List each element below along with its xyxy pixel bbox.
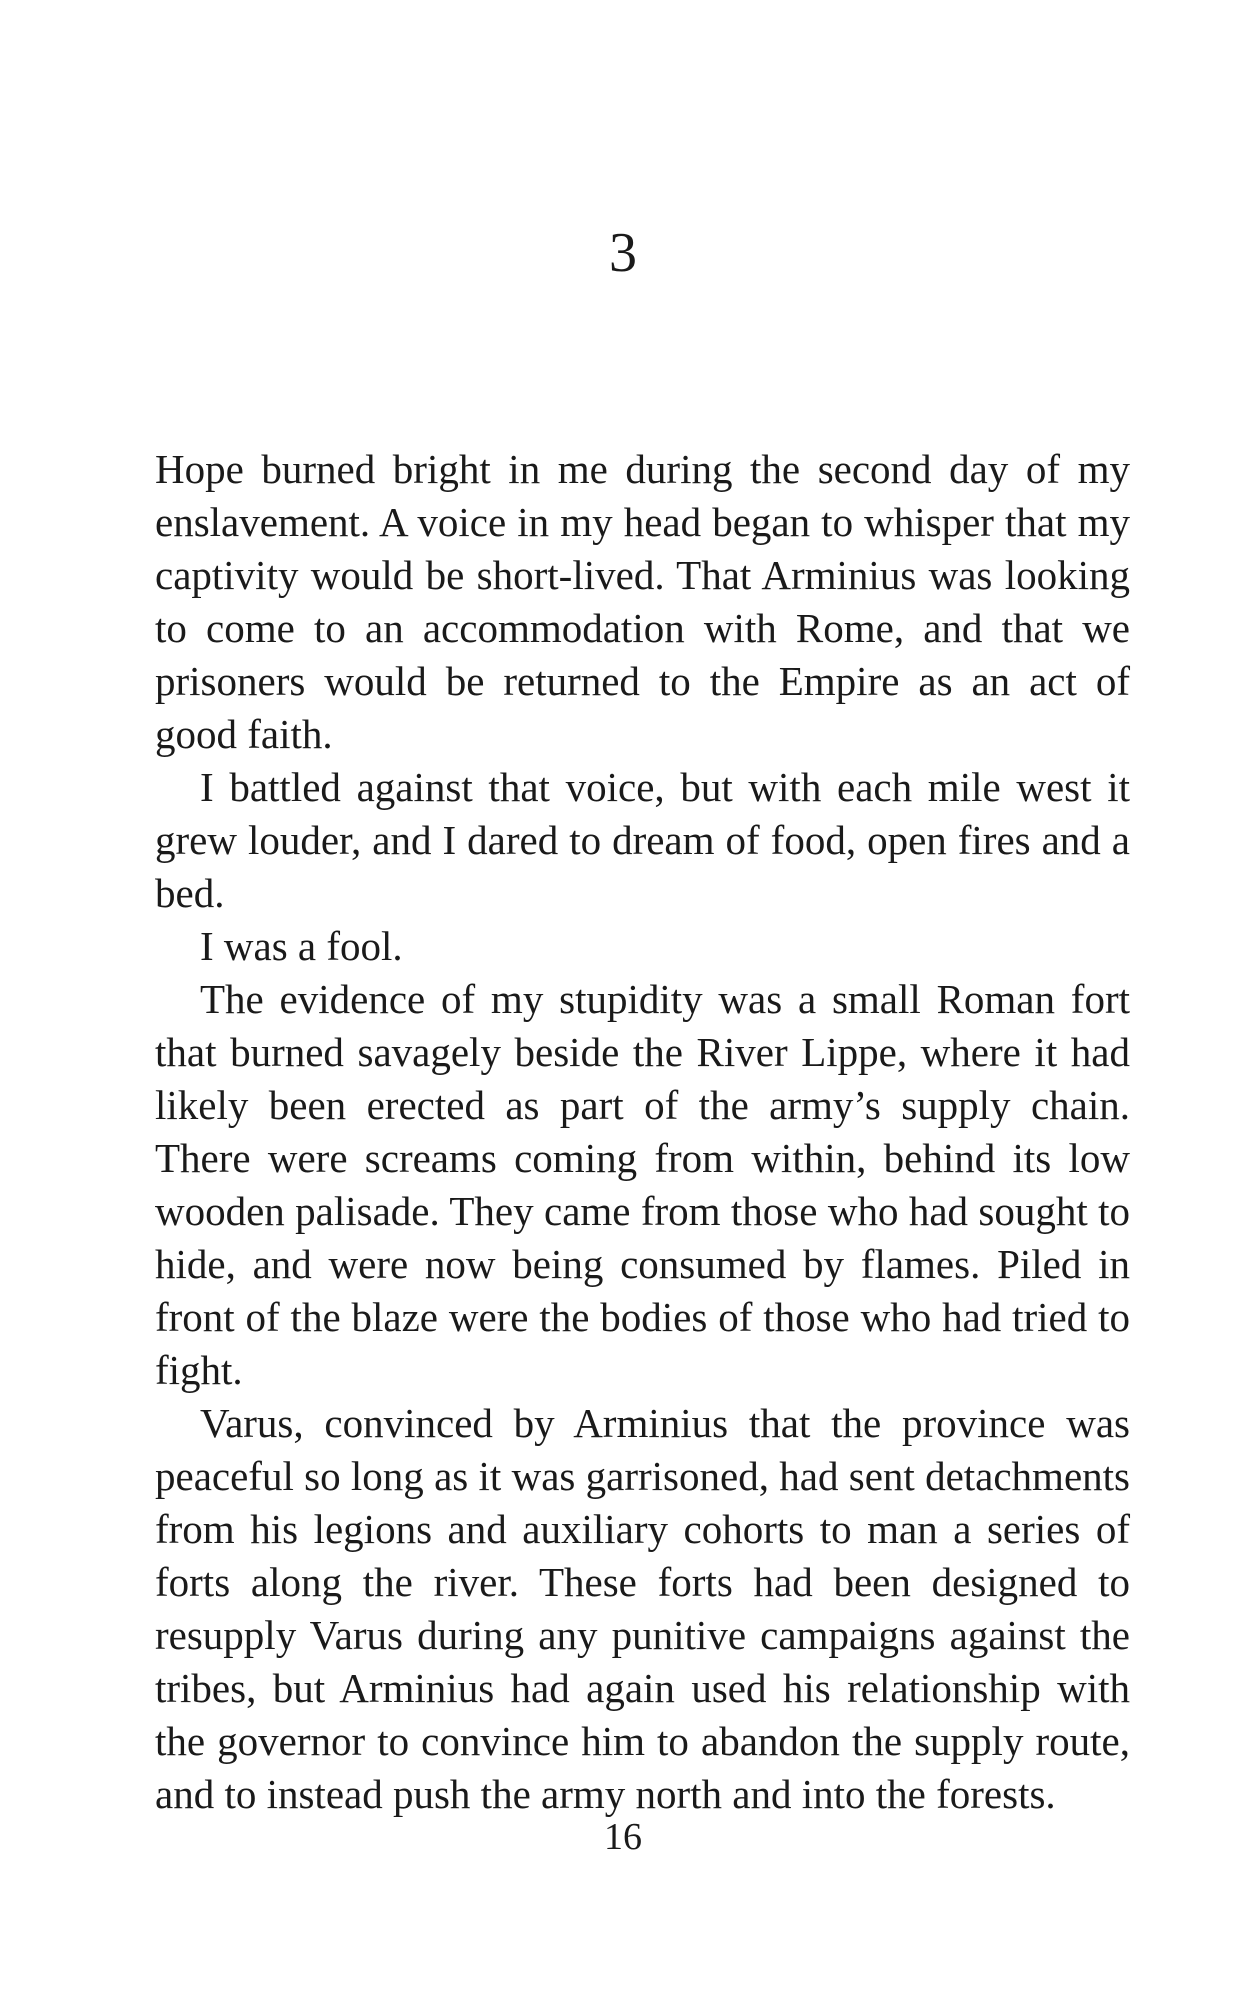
paragraph-2: I battled against that voice, but with each mile west it grew louder, and I dared to dream of food, open fires and a bed. — [155, 764, 1130, 916]
chapter-number: 3 — [609, 222, 637, 284]
paragraph-1: Hope burned bright in me during the second day of my enslavement. A voice in my head began to whisper that my captivity would be short-lived. That Arminius was looking to come to an accommodation with Rome, and that we prisoners would be returned to the Empire as an act of good faith. — [155, 446, 1130, 757]
paragraph-5: Varus, convinced by Arminius that the province was peaceful so long as it was garrisoned, had sent detachments from his legions and auxiliary cohorts to man a series of forts along the river. These forts had been designed to resupply Varus during any punitive campaigns against the tribes, but Arminius had again used his relationship with the governor to convince him to abandon the supply route, and to instead push the army north and into the forests. — [155, 1400, 1130, 1817]
body-text — [155, 443, 1130, 1821]
paragraph-3: I was a fool. — [200, 923, 403, 969]
paragraph-4: The evidence of my stupidity was a small Roman fort that burned savagely beside the River Lippe, where it had likely been erected as part of the army’s supply chain. There were screams coming from within, behind its low wooden palisade. They came from those who had sought to hide, and were now being consumed by flames. Piled in front of the blaze were the bodies of those who had tried to fight. — [155, 976, 1130, 1393]
page-number: 16 — [604, 1816, 642, 1858]
